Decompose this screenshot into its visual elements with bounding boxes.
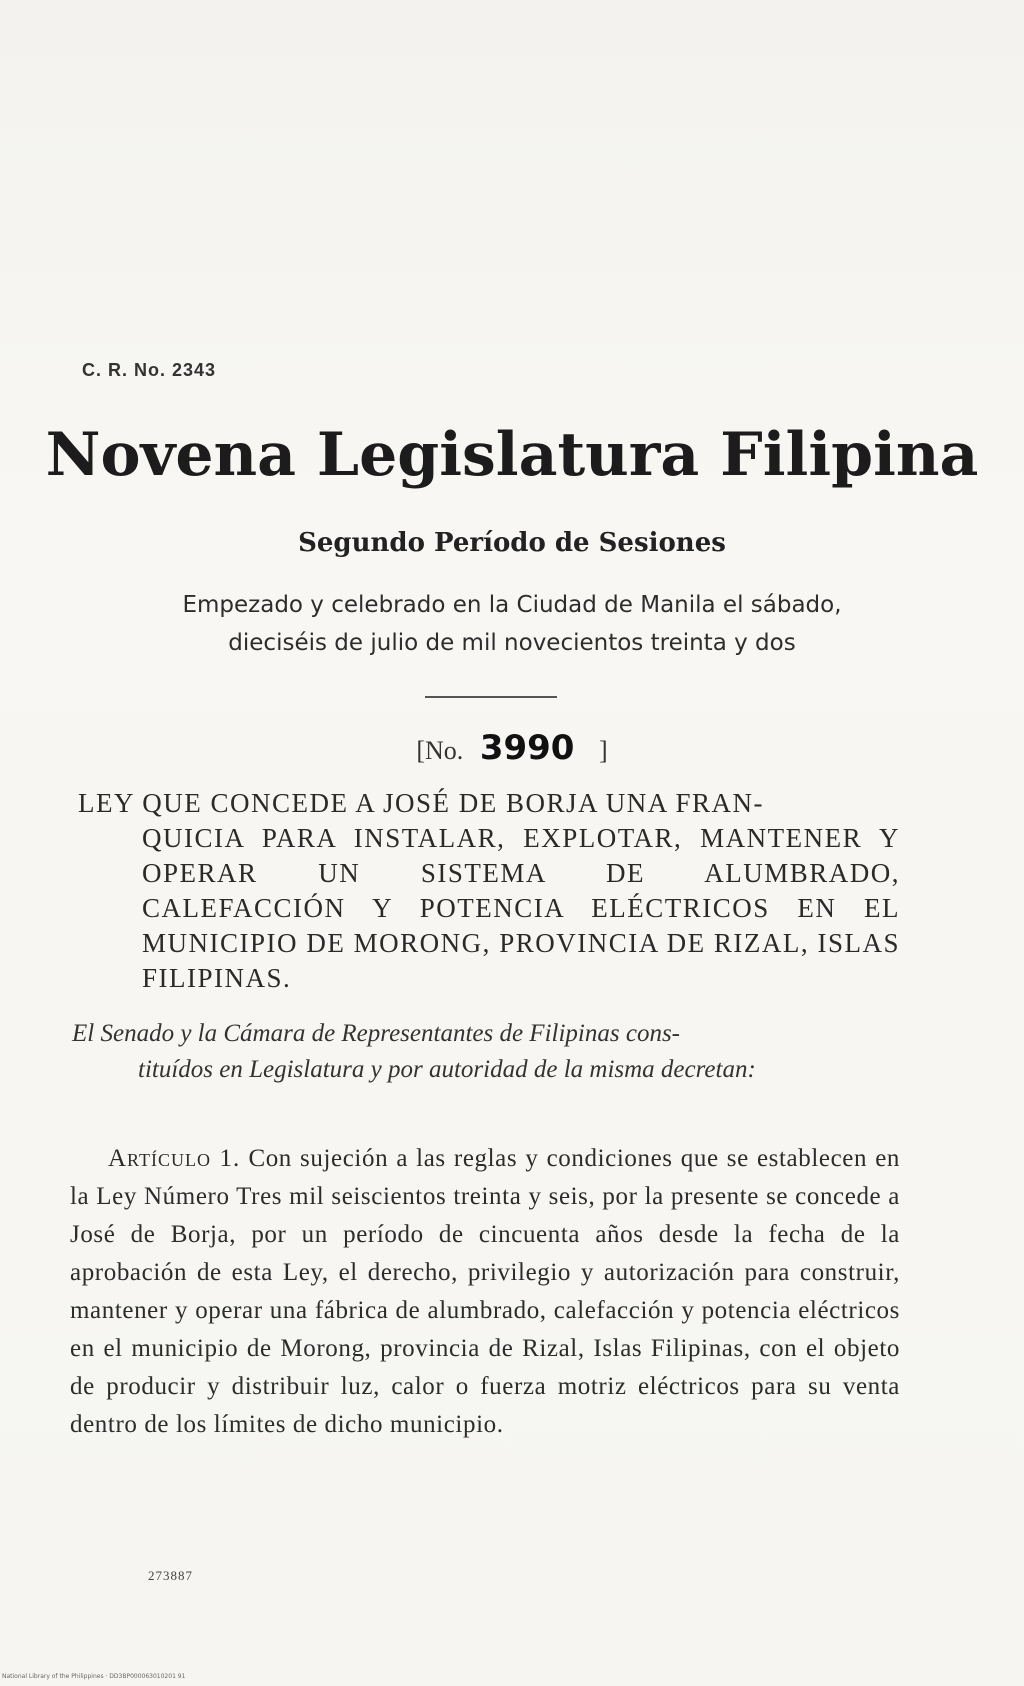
enacting-clause [72,1016,898,1088]
enacting-clause-line-1: El Senado y la Cámara de Representantes de Filipinas cons- [72,1020,680,1047]
article-1-paragraph [70,1140,900,1444]
archive-stamp: National Library of the Philippines · DD3BP000063010201 91 [2,1673,186,1680]
law-title [78,786,900,996]
act-number-suffix: ] [598,736,608,765]
intro-line-1: Empezado y celebrado en la Ciudad de Manila el sábado, [182,592,842,618]
article-1-text: Con sujeción a las reglas y condiciones que se establecen en la Ley Número Tres mil seiscientos treinta y seis, por la presente se concede a José de Borja, por un período de cincuenta años desde la fecha de la aprobación de esta Ley, el derecho, privilegio y autorización para construir, mantener y operar una fábrica de alumbrado, calefacción y potencia eléctricos en el municipio de Morong, provincia de Rizal, Islas Filipinas, con el objeto de producir y distribuir luz, calor o fuerza motriz eléctricos para su venta dentro de los límites de dicho municipio. [70,1145,901,1438]
session-subtitle: Segundo Período de Sesiones [298,528,726,558]
cr-number: C. R. No. 2343 [82,360,217,380]
enacting-clause-rest: tituídos en Legislatura y por autoridad de la misma decretan: [138,1056,756,1083]
legislature-title: Novena Legislatura Filipina [45,420,979,490]
article-1 [70,1140,900,1444]
session-intro [100,586,924,662]
intro-line-2: dieciséis de julio de mil novecientos treinta y dos [228,630,796,656]
law-title-line-1: LEY QUE CONCEDE A JOSÉ DE BORJA UNA FRAN- [78,788,765,818]
print-number: 273887 [148,1568,193,1583]
law-title-rest: QUICIA PARA INSTALAR, EXPLOTAR, MANTENER Y OPERAR UN SISTEMA DE ALUMBRADO, CALEFACCIÓN Y POTENCIA ELÉCTRICOS EN EL MUNICIPIO DE MORONG, PROVINCIA DE RIZAL, ISLAS FILIPINAS. [142,823,900,993]
divider-rule [425,696,557,698]
article-1-label: Artículo 1. [108,1145,241,1172]
act-number [0,728,1024,768]
act-number-prefix: [No. [416,736,464,765]
act-number-value: 3990 [479,728,575,768]
